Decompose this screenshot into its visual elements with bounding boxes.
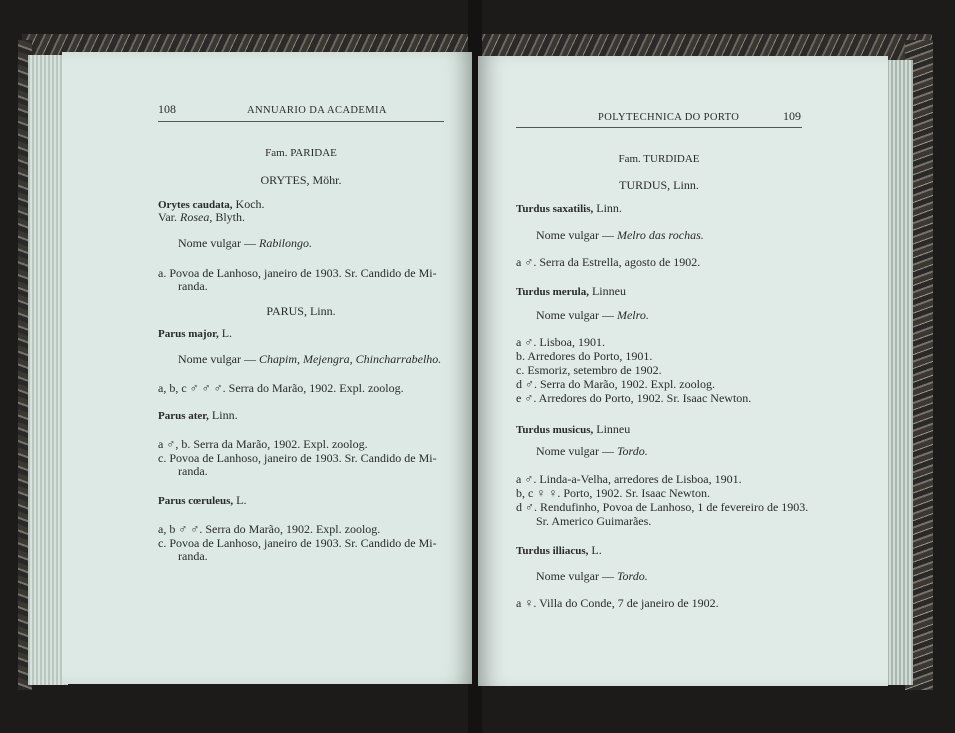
vulgar-prefix: Nome vulgar — bbox=[536, 228, 617, 242]
vulgar-prefix: Nome vulgar — bbox=[178, 236, 259, 250]
header-rule bbox=[516, 127, 802, 128]
record-line: Sr. Americo Guimarães. bbox=[536, 514, 652, 528]
vulgar-name bbox=[178, 236, 312, 250]
species-entry bbox=[158, 408, 238, 423]
vulgar-prefix: Nome vulgar — bbox=[536, 308, 617, 322]
page-number: 108 bbox=[158, 102, 176, 116]
vulgar-prefix: Nome vulgar — bbox=[536, 569, 617, 583]
variety-entry bbox=[158, 210, 245, 224]
species-name: Parus ater, bbox=[158, 410, 209, 422]
variety-prefix: Var. bbox=[158, 210, 177, 224]
record-line: a ♂. Serra da Estrella, agosto de 1902. bbox=[516, 255, 701, 269]
vulgar-value: Melro. bbox=[616, 308, 649, 322]
vulgar-value: Chapim, Mejengra, Chincharrabelho. bbox=[258, 352, 442, 366]
record-line: c. Esmoriz, setembro de 1902. bbox=[516, 363, 662, 377]
species-entry bbox=[516, 284, 626, 299]
page-number: 109 bbox=[783, 109, 801, 123]
vulgar-value: Rabilongo. bbox=[258, 236, 312, 250]
species-entry bbox=[158, 326, 232, 341]
species-entry bbox=[516, 543, 602, 558]
left-page bbox=[62, 52, 472, 684]
record-line: b. Arredores do Porto, 1901. bbox=[516, 349, 653, 363]
record-line: randa. bbox=[178, 464, 208, 478]
species-name: Orytes caudata, bbox=[158, 199, 233, 211]
family-heading: Fam. PARIDAE bbox=[265, 147, 337, 159]
variety-name: Rosea, bbox=[180, 210, 213, 224]
record-line: d ♂. Rendufinho, Povoa de Lanhoso, 1 de fevereiro de 1903. bbox=[516, 500, 809, 514]
record-line: randa. bbox=[178, 549, 208, 563]
species-author: Linn. bbox=[211, 408, 238, 422]
record-line: a. Povoa de Lanhoso, janeiro de 1903. Sr. Candido de Mi- bbox=[158, 266, 437, 280]
species-name: Turdus illiacus, bbox=[516, 545, 589, 557]
header-rule bbox=[158, 121, 444, 122]
species-name: Turdus saxatilis, bbox=[516, 203, 594, 215]
vulgar-prefix: Nome vulgar — bbox=[178, 352, 259, 366]
vulgar-name bbox=[536, 444, 648, 458]
species-entry bbox=[516, 422, 630, 437]
genus-heading: ORYTES, Möhr. bbox=[260, 173, 342, 187]
variety-author: Blyth. bbox=[215, 210, 245, 224]
record-line: c. Povoa de Lanhoso, janeiro de 1903. Sr. Candido de Mi- bbox=[158, 451, 437, 465]
species-entry bbox=[158, 493, 247, 508]
page-edges-right bbox=[885, 60, 913, 685]
species-name: Parus cœruleus, bbox=[158, 495, 234, 507]
species-name: Turdus merula, bbox=[516, 286, 589, 298]
record-line: c. Povoa de Lanhoso, janeiro de 1903. Sr. Candido de Mi- bbox=[158, 536, 437, 550]
record-line: e ♂. Arredores do Porto, 1902. Sr. Isaac Newton. bbox=[516, 391, 752, 405]
species-entry bbox=[516, 201, 622, 216]
species-author: Koch. bbox=[235, 197, 265, 211]
species-author: Linneu bbox=[596, 422, 631, 436]
record-line: a ♀. Villa do Conde, 7 de janeiro de 1902. bbox=[516, 596, 719, 610]
vulgar-name bbox=[536, 569, 648, 583]
record-line: b, c ♀ ♀. Porto, 1902. Sr. Isaac Newton. bbox=[516, 486, 710, 500]
vulgar-value: Tordo. bbox=[616, 444, 648, 458]
running-head: POLYTECHNICA DO PORTO bbox=[598, 112, 740, 123]
genus-heading: TURDUS, Linn. bbox=[619, 178, 699, 192]
record-line: randa. bbox=[178, 279, 208, 293]
record-line: d ♂. Serra do Marão, 1902. Expl. zoolog. bbox=[516, 377, 715, 391]
running-head: ANNUARIO DA ACADEMIA bbox=[247, 105, 387, 116]
record-line: a ♂. Linda-a-Velha, arredores de Lisboa, 1901. bbox=[516, 472, 742, 486]
vulgar-name bbox=[536, 308, 649, 322]
species-author: L. bbox=[236, 493, 247, 507]
species-author: L. bbox=[221, 326, 233, 340]
species-name: Parus major, bbox=[158, 328, 219, 340]
record-line: a, b ♂ ♂. Serra do Marão, 1902. Expl. zoolog. bbox=[158, 522, 381, 536]
vulgar-name bbox=[536, 228, 704, 242]
species-author: Linn. bbox=[596, 201, 622, 215]
record-line: a ♂, b. Serra da Marão, 1902. Expl. zoolog. bbox=[158, 437, 368, 451]
species-author: L. bbox=[591, 543, 602, 557]
species-author: Linneu bbox=[591, 284, 626, 298]
species-name: Turdus musicus, bbox=[516, 424, 594, 436]
vulgar-name bbox=[178, 352, 441, 366]
right-page bbox=[478, 56, 888, 686]
record-line: a ♂. Lisboa, 1901. bbox=[516, 335, 605, 349]
vulgar-value: Tordo. bbox=[616, 569, 648, 583]
vulgar-value: Melro das rochas. bbox=[616, 228, 704, 242]
family-heading: Fam. TURDIDAE bbox=[618, 153, 700, 165]
record-line: a, b, c ♂ ♂ ♂. Serra do Marão, 1902. Expl. zoolog. bbox=[158, 381, 404, 395]
vulgar-prefix: Nome vulgar — bbox=[536, 444, 617, 458]
genus-heading: PARUS, Linn. bbox=[266, 304, 336, 318]
